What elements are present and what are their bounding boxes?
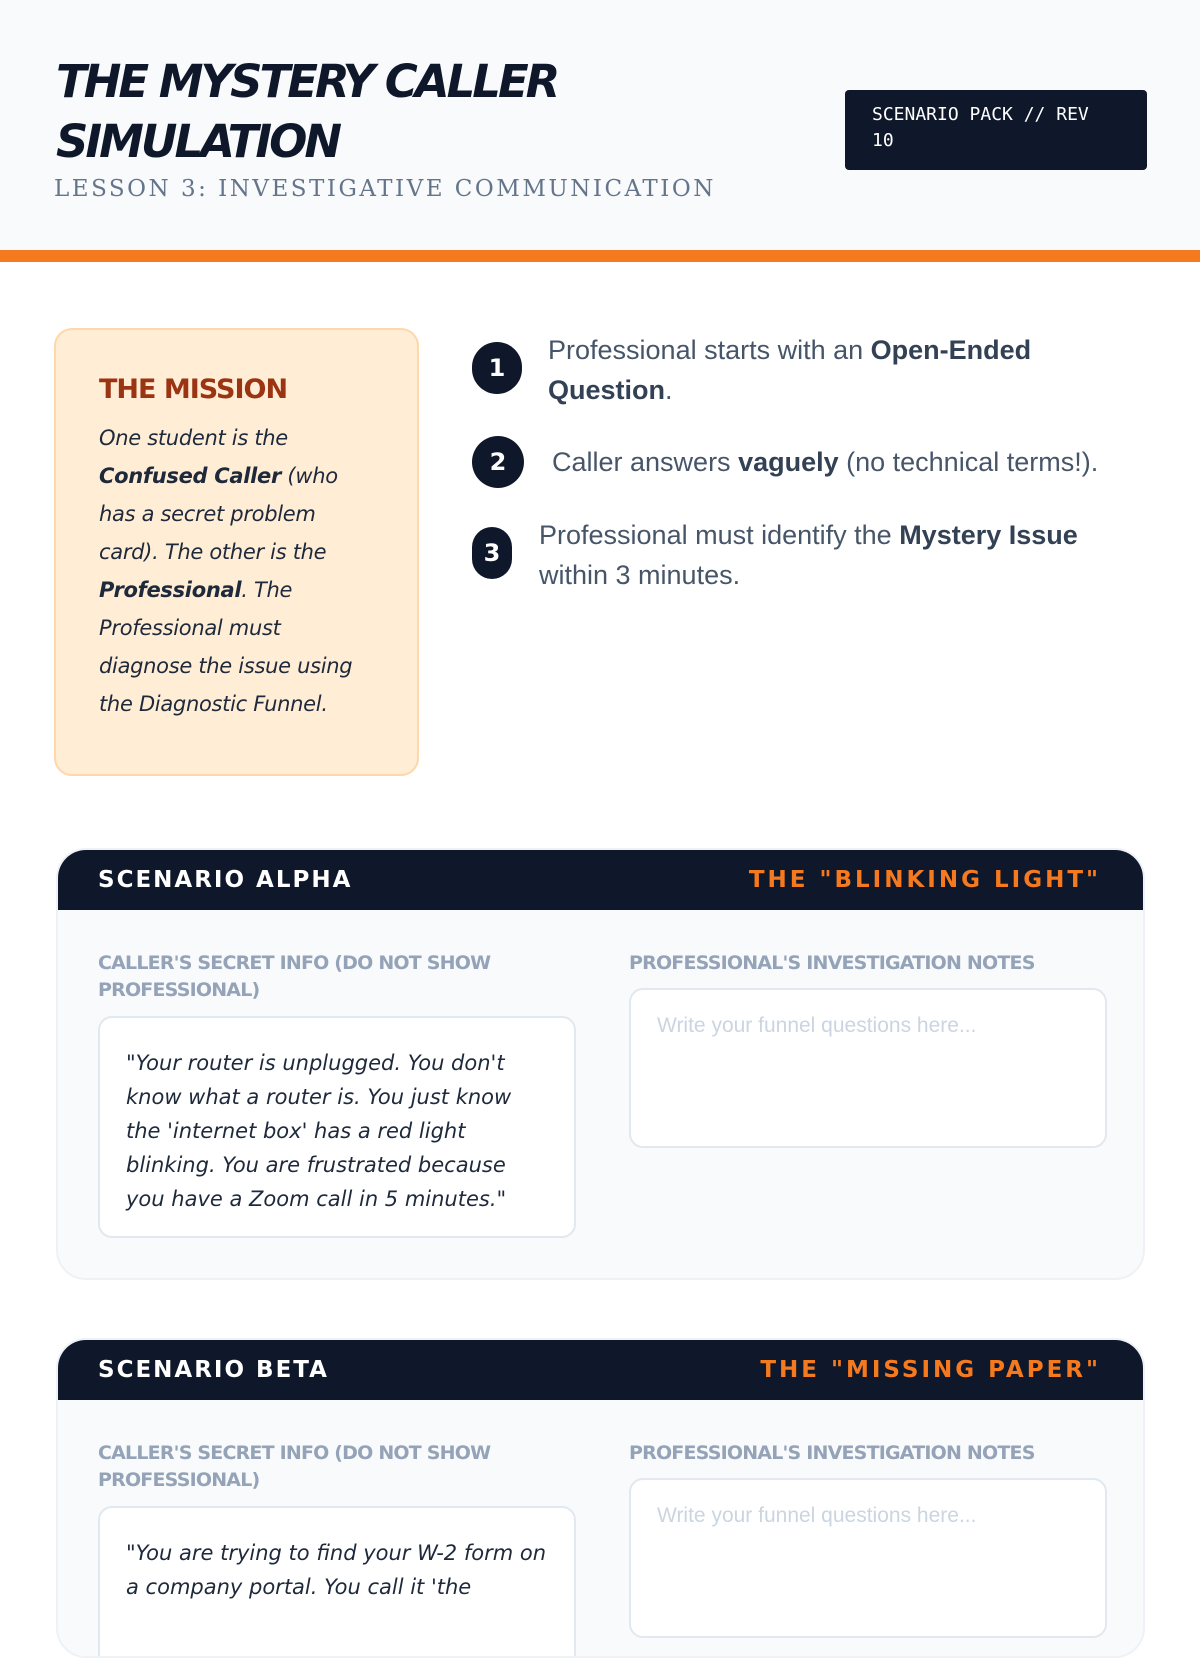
emphasis-text: vaguely bbox=[738, 447, 839, 477]
mission-panel bbox=[54, 328, 419, 776]
text-fragment: Professional starts with an bbox=[548, 335, 871, 365]
scenario-tag: THE "BLINKING LIGHT" bbox=[748, 867, 1101, 893]
step-text bbox=[539, 515, 1139, 595]
step-number-badge: 1 bbox=[472, 342, 522, 394]
text-fragment: within 3 minutes. bbox=[539, 560, 741, 590]
secret-info-box: "Your router is unplugged. You don't know what a router is. You just know the 'internet box' has a red light blinking. You are frustrated because you have a Zoom call in 5 minutes." bbox=[98, 1016, 576, 1238]
step-3 bbox=[472, 515, 1139, 595]
mission-title: THE MISSION bbox=[99, 374, 288, 405]
emphasis-text: Confused Caller bbox=[99, 464, 282, 488]
scenario-card-beta bbox=[56, 1338, 1145, 1658]
step-number-badge: 2 bbox=[472, 436, 524, 488]
text-fragment: (who has a secret problem card). The other is the bbox=[99, 464, 338, 564]
secret-info-label: CALLER'S SECRET INFO (DO NOT SHOW PROFESSIONAL) bbox=[98, 952, 491, 1001]
text-fragment: (no technical terms!). bbox=[838, 447, 1099, 477]
scenario-card-alpha bbox=[56, 848, 1145, 1280]
scenario-header bbox=[58, 1340, 1143, 1400]
scenario-name: SCENARIO ALPHA bbox=[98, 867, 353, 893]
investigation-notes-input[interactable] bbox=[629, 988, 1107, 1148]
text-fragment: Caller answers bbox=[552, 447, 739, 477]
emphasis-text: Open-Ended Question bbox=[548, 335, 1032, 405]
step-2 bbox=[472, 442, 1192, 488]
emphasis-text: Mystery Issue bbox=[899, 520, 1078, 550]
scenario-header bbox=[58, 850, 1143, 910]
investigation-notes-input[interactable] bbox=[629, 1478, 1107, 1638]
lesson-subtitle: LESSON 3: INVESTIGATIVE COMMUNICATION bbox=[54, 176, 716, 202]
secret-info-box: "You are trying to find your W-2 form on a company portal. You call it 'the bbox=[98, 1506, 576, 1658]
step-1 bbox=[472, 330, 1108, 410]
text-fragment: Professional must identify the bbox=[539, 520, 900, 550]
text-fragment: . bbox=[665, 375, 673, 405]
step-number-badge: 3 bbox=[472, 527, 512, 579]
page-header bbox=[0, 0, 1200, 262]
step-text bbox=[552, 442, 1192, 482]
scenario-tag: THE "MISSING PAPER" bbox=[760, 1357, 1101, 1383]
step-text bbox=[548, 330, 1108, 410]
investigation-notes-label: PROFESSIONAL'S INVESTIGATION NOTES bbox=[629, 952, 1035, 974]
text-fragment: . The Professional must diagnose the issue using the Diagnostic Funnel. bbox=[99, 578, 353, 716]
scenario-name: SCENARIO BETA bbox=[98, 1357, 329, 1383]
investigation-notes-label: PROFESSIONAL'S INVESTIGATION NOTES bbox=[629, 1442, 1035, 1464]
text-fragment: One student is the bbox=[99, 426, 288, 450]
mission-text bbox=[99, 419, 375, 723]
emphasis-text: Professional bbox=[99, 578, 242, 602]
secret-info-label: CALLER'S SECRET INFO (DO NOT SHOW PROFESSIONAL) bbox=[98, 1442, 491, 1491]
page-title: THE MYSTERY CALLER SIMULATION bbox=[56, 55, 558, 168]
scenario-pack-badge: SCENARIO PACK // REV 10 bbox=[845, 90, 1147, 170]
